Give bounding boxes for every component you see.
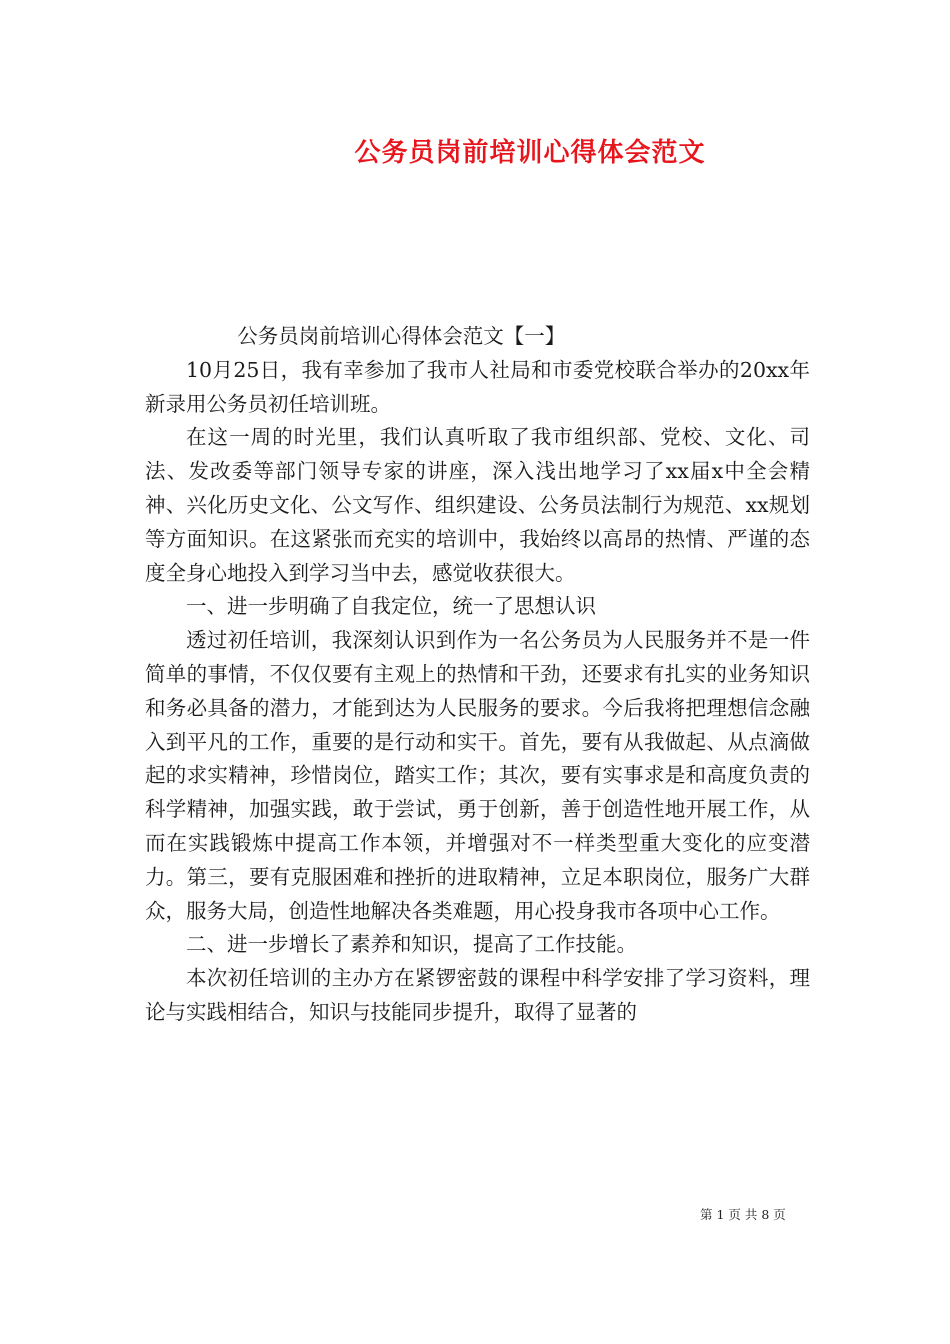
- section-heading: 二、进一步增长了素养和知识，提高了工作技能。: [186, 932, 637, 957]
- document-body: [145, 320, 810, 1030]
- paragraph: 本次初任培训的主办方在紧锣密鼓的课程中科学安排了学习资料，理论与实践相结合，知识与技能同步提升，取得了显著的: [145, 966, 810, 1024]
- paragraph: 10月25日，我有幸参加了我市人社局和市委党校联合举办的20xx年新录用公务员初任培训班。: [145, 357, 810, 416]
- paragraph: 在这一周的时光里，我们认真听取了我市组织部、党校、文化、司法、发改委等部门领导专家的讲座，深入浅出地学习了xx届x中全会精神、兴化历史文化、公文写作、组织建设、公务员法制行为规范、xx规划等方面知识。在这紧张而充实的培训中，我始终以高昂的热情、严谨的态度全身心地投入到学习当中去，感觉收获很大。: [145, 425, 810, 585]
- section-heading: 一、进一步明确了自我定位，统一了思想认识: [186, 594, 596, 619]
- page-number: 第 1 页 共 8 页: [700, 1207, 786, 1222]
- paragraph: 透过初任培训，我深刻认识到作为一名公务员为人民服务并不是一件简单的事情，不仅仅要有主观上的热情和干劲，还要求有扎实的业务知识和务必具备的潜力，才能到达为人民服务的要求。今后我将把理想信念融入到平凡的工作，重要的是行动和实干。首先，要有从我做起、从点滴做起的求实精神，珍惜岗位，踏实工作；其次，要有实事求是和高度负责的科学精神，加强实践，敢于尝试，勇于创新，善于创造性地开展工作，从而在实践锻炼中提高工作本领，并增强对不一样类型重大变化的应变潜力。第三，要有克服困难和挫折的进取精神，立足本职岗位，服务广大群众，服务大局，创造性地解决各类难题，用心投身我市各项中心工作。: [145, 628, 810, 923]
- section-title: 公务员岗前培训心得体会范文【一】: [237, 324, 566, 348]
- page-title: 公务员岗前培训心得体会范文: [354, 138, 706, 168]
